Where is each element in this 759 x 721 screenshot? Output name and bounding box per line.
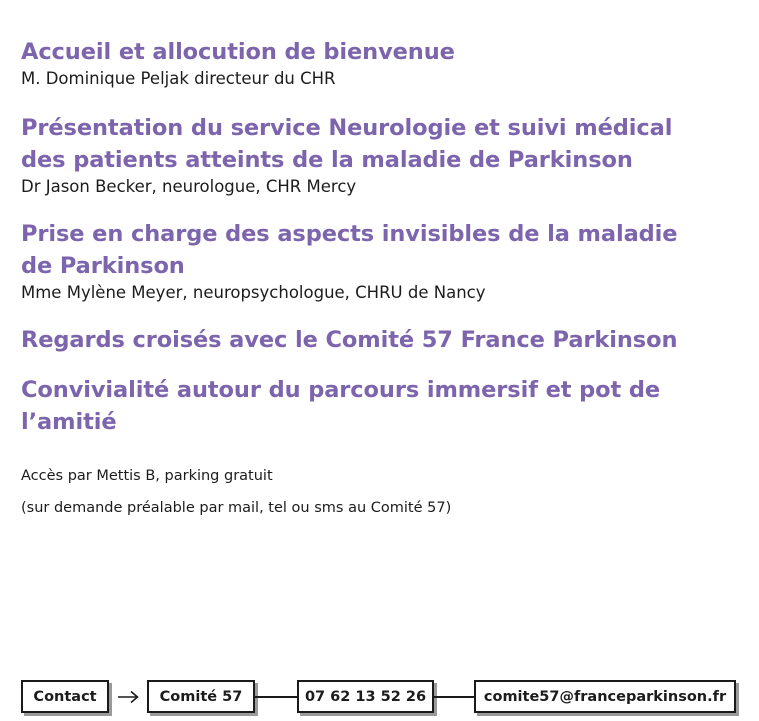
- arrow-right-icon-graphic: [117, 690, 139, 704]
- agenda-item-speaker: Mme Mylène Meyer, neuropsychologue, CHRU de Nancy: [21, 283, 486, 302]
- email-address[interactable]: comite57@franceparkinson.fr: [483, 688, 727, 705]
- email-box[interactable]: [474, 680, 736, 713]
- request-info: (sur demande préalable par mail, tel ou sms au Comité 57): [21, 500, 452, 516]
- access-info: Accès par Mettis B, parking gratuit: [21, 468, 273, 484]
- phone-box[interactable]: [297, 680, 434, 713]
- agenda-item-speaker: Dr Jason Becker, neurologue, CHR Mercy: [21, 177, 357, 196]
- phone-number[interactable]: 07 62 13 52 26: [304, 688, 427, 705]
- agenda-item-neurology: [21, 112, 672, 198]
- contact-label: Contact: [33, 688, 97, 705]
- agenda-item-title: Accueil et allocution de bienvenue: [21, 39, 455, 65]
- agenda-item-title-line-2: des patients atteints de la maladie de Parkinson: [21, 147, 633, 173]
- contact-bar: [21, 680, 736, 713]
- committee-name: Comité 57: [159, 688, 243, 705]
- agenda-item-title: Présentation du service Neurologie et suivi médical: [21, 115, 673, 141]
- connector-line: [255, 696, 297, 698]
- agenda-item-title-line-2: de Parkinson: [21, 253, 185, 279]
- committee-box: [147, 680, 255, 713]
- arrow-right-icon: [109, 690, 147, 704]
- agenda-item-title: Regards croisés avec le Comité 57 France Parkinson: [21, 327, 678, 353]
- agenda-item-speaker: M. Dominique Peljak directeur du CHR: [21, 69, 336, 88]
- agenda-item-title: Convivialité autour du parcours immersif et pot de l’amitié: [21, 377, 661, 435]
- agenda-item-welcome: [21, 36, 455, 90]
- practical-info: [21, 466, 451, 530]
- contact-label-box: [21, 680, 109, 713]
- agenda-item-conviviality: [21, 374, 751, 438]
- connector-line: [434, 696, 474, 698]
- agenda-item-cross-perspectives: [21, 324, 677, 356]
- agenda-item-title: Prise en charge des aspects invisibles de la maladie: [21, 221, 678, 247]
- agenda-item-invisible-aspects: [21, 218, 677, 304]
